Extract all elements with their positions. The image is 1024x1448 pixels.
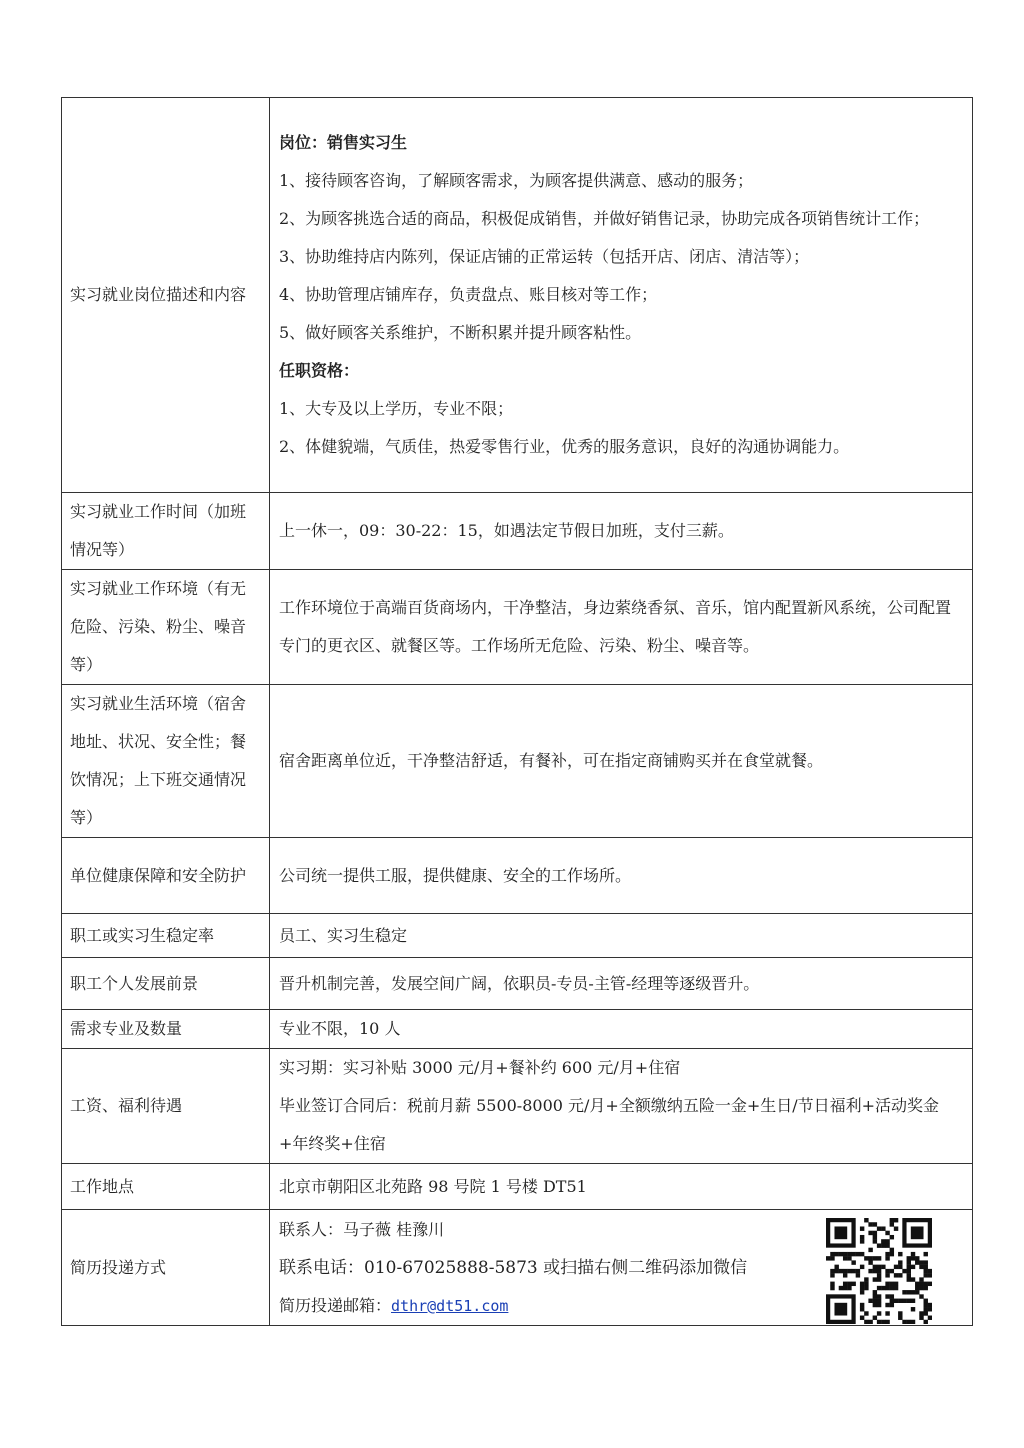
label-salary: 工资、福利待遇 bbox=[62, 1049, 270, 1164]
label-stability: 职工或实习生稳定率 bbox=[62, 914, 270, 958]
value-living-environment: 宿舍距离单位近，干净整洁舒适，有餐补，可在指定商铺购买并在食堂就餐。 bbox=[270, 685, 973, 838]
row-job-description bbox=[62, 98, 973, 493]
row-work-hours bbox=[62, 493, 973, 570]
value-health-safety: 公司统一提供工服，提供健康、安全的工作场所。 bbox=[270, 838, 973, 914]
value-stability: 员工、实习生稳定 bbox=[270, 914, 973, 958]
value-location: 北京市朝阳区北苑路 98 号院 1 号楼 DT51 bbox=[270, 1164, 973, 1210]
qualification-title: 任职资格： bbox=[279, 361, 360, 380]
row-prospects bbox=[62, 958, 973, 1010]
email-link[interactable]: dthr@dt51.com bbox=[391, 1296, 509, 1315]
resume-email-line bbox=[279, 1287, 813, 1325]
duty-4: 4、协助管理店铺库存，负责盘点、账目核对等工作； bbox=[279, 285, 658, 304]
qualification-2: 2、体健貌端，气质佳，热爱零售行业，优秀的服务意识，良好的沟通协调能力。 bbox=[279, 437, 850, 456]
row-salary bbox=[62, 1049, 973, 1164]
row-living-environment bbox=[62, 685, 973, 838]
duty-5: 5、做好顾客关系维护，不断积累并提升顾客粘性。 bbox=[279, 323, 642, 342]
label-work-hours: 实习就业工作时间（加班情况等） bbox=[62, 493, 270, 570]
row-stability bbox=[62, 914, 973, 958]
duty-3: 3、协助维持店内陈列，保证店铺的正常运转（包括开店、闭店、清洁等）； bbox=[279, 247, 810, 266]
label-prospects: 职工个人发展前景 bbox=[62, 958, 270, 1010]
duty-2: 2、为顾客挑选合适的商品，积极促成销售，并做好销售记录，协助完成各项销售统计工作； bbox=[279, 209, 930, 228]
value-prospects: 晋升机制完善，发展空间广阔，依职员-专员-主管-经理等逐级晋升。 bbox=[270, 958, 973, 1010]
label-health-safety: 单位健康保障和安全防护 bbox=[62, 838, 270, 914]
label-living-environment: 实习就业生活环境（宿舍地址、状况、安全性；餐饮情况；上下班交通情况等） bbox=[62, 685, 270, 838]
label-job-description: 实习就业岗位描述和内容 bbox=[62, 98, 270, 493]
value-demand: 专业不限，10 人 bbox=[270, 1010, 973, 1049]
value-work-environment: 工作环境位于高端百货商场内，干净整洁，身边萦绕香氛、音乐，馆内配置新风系统，公司配置专门的更衣区、就餐区等。工作场所无危险、污染、粉尘、噪音等。 bbox=[270, 570, 973, 685]
value-salary bbox=[270, 1049, 973, 1164]
label-work-environment: 实习就业工作环境（有无危险、污染、粉尘、噪音等） bbox=[62, 570, 270, 685]
info-table bbox=[61, 97, 973, 1326]
position-title: 岗位：销售实习生 bbox=[279, 133, 408, 152]
row-work-environment bbox=[62, 570, 973, 685]
contact-phone: 联系电话：010-67025888-5873 或扫描右侧二维码添加微信 bbox=[279, 1257, 748, 1278]
contact-person: 联系人：马子薇 桂豫川 bbox=[279, 1219, 445, 1239]
label-resume: 简历投递方式 bbox=[62, 1210, 270, 1326]
value-work-hours: 上一休一，09：30-22：15，如遇法定节假日加班，支付三薪。 bbox=[270, 493, 973, 570]
row-demand bbox=[62, 1010, 973, 1049]
email-label: 简历投递邮箱： bbox=[279, 1295, 392, 1315]
label-demand: 需求专业及数量 bbox=[62, 1010, 270, 1049]
row-location bbox=[62, 1164, 973, 1210]
salary-after-graduation: 毕业签订合同后：税前月薪 5500-8000 元/月+全额缴纳五险一金+生日/节日福利+活动奖金+年终奖+住宿 bbox=[279, 1096, 940, 1153]
row-health-safety bbox=[62, 838, 973, 914]
qualification-1: 1、大专及以上学历，专业不限； bbox=[279, 399, 514, 418]
duty-1: 1、接待顾客咨询，了解顾客需求，为顾客提供满意、感动的服务； bbox=[279, 171, 754, 190]
row-resume bbox=[62, 1210, 973, 1326]
value-job-description bbox=[270, 98, 973, 493]
label-location: 工作地点 bbox=[62, 1164, 270, 1210]
salary-internship: 实习期：实习补贴 3000 元/月+餐补约 600 元/月+住宿 bbox=[279, 1058, 681, 1077]
value-resume bbox=[270, 1210, 973, 1326]
qr-code-icon bbox=[826, 1218, 932, 1324]
